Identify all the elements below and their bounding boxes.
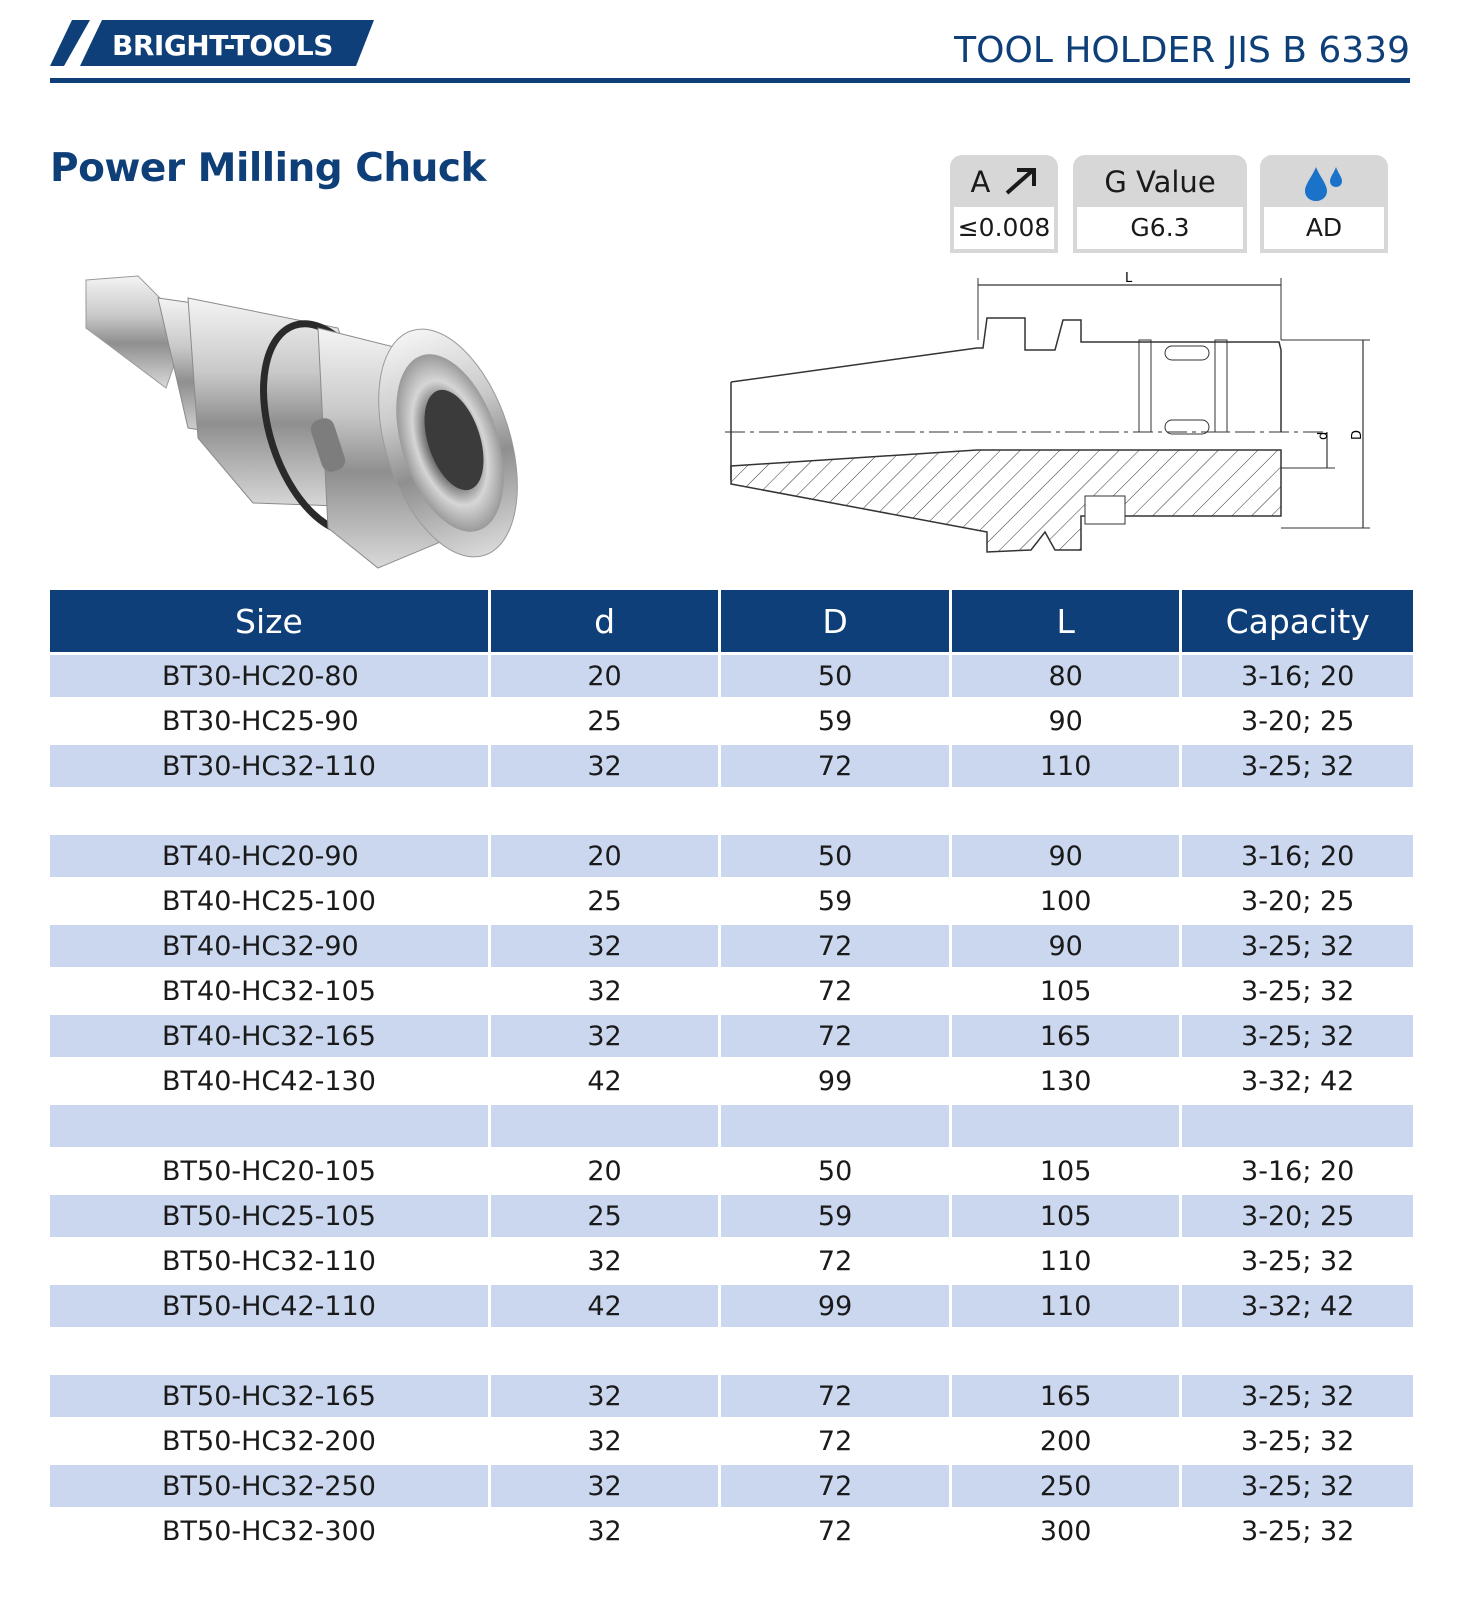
balance-value: G6.3 [1077, 207, 1243, 249]
cell-bore: 32 [491, 1372, 722, 1417]
cell-diameter: 72 [721, 742, 952, 787]
cell-bore: 32 [491, 1012, 722, 1057]
table-row [50, 1237, 1413, 1282]
table-row [50, 1417, 1413, 1462]
cell-length: 105 [952, 967, 1183, 1012]
table-body [50, 652, 1413, 1552]
table-row [50, 652, 1413, 697]
cell-diameter: 72 [721, 1462, 952, 1507]
technical-drawing [725, 270, 1415, 570]
cell-diameter: 99 [721, 1057, 952, 1102]
runout-label: A [970, 165, 991, 199]
product-title: Power Milling Chuck [50, 146, 486, 191]
cell-bore: 32 [491, 1462, 722, 1507]
cell-capacity: 3-16; 20 [1182, 652, 1413, 697]
cell-bore: 20 [491, 1147, 722, 1192]
cell-bore: 32 [491, 742, 722, 787]
balance-spec [1073, 155, 1247, 253]
cell-length: 165 [952, 1372, 1183, 1417]
cell-length: 90 [952, 922, 1183, 967]
cell-length: 105 [952, 1192, 1183, 1237]
cell-bore: 32 [491, 1507, 722, 1552]
cell-capacity: 3-20; 25 [1182, 697, 1413, 742]
cell-diameter: 59 [721, 877, 952, 922]
cell-capacity [1182, 1327, 1413, 1372]
cell-length: 165 [952, 1012, 1183, 1057]
cell-length: 250 [952, 1462, 1183, 1507]
cell-capacity: 3-25; 32 [1182, 1372, 1413, 1417]
product-photo [78, 268, 523, 583]
table-header-row [50, 590, 1413, 652]
cell-bore: 32 [491, 1237, 722, 1282]
cell-diameter: 50 [721, 652, 952, 697]
header-divider [50, 78, 1410, 83]
cell-capacity [1182, 787, 1413, 832]
cell-diameter: 72 [721, 1372, 952, 1417]
table-row [50, 1192, 1413, 1237]
cell-size: BT30-HC25-90 [50, 697, 491, 742]
cell-capacity: 3-25; 32 [1182, 967, 1413, 1012]
cell-diameter [721, 1327, 952, 1372]
cell-length: 110 [952, 742, 1183, 787]
cell-diameter: 72 [721, 1417, 952, 1462]
cell-length: 90 [952, 697, 1183, 742]
cell-size: BT40-HC32-105 [50, 967, 491, 1012]
column-header-capacity: Capacity [1182, 590, 1413, 652]
cell-capacity: 3-32; 42 [1182, 1282, 1413, 1327]
cell-bore: 32 [491, 922, 722, 967]
table-row [50, 697, 1413, 742]
table-row [50, 877, 1413, 922]
cell-bore: 32 [491, 967, 722, 1012]
cell-length: 105 [952, 1147, 1183, 1192]
cell-size: BT30-HC20-80 [50, 652, 491, 697]
spec-table [50, 590, 1413, 1552]
coolant-drops-icon [1302, 165, 1346, 203]
cell-bore: 25 [491, 697, 722, 742]
cell-size: BT40-HC32-90 [50, 922, 491, 967]
cell-diameter: 59 [721, 1192, 952, 1237]
cell-size: BT50-HC32-200 [50, 1417, 491, 1462]
balance-label: G Value [1104, 165, 1216, 199]
cell-capacity: 3-25; 32 [1182, 742, 1413, 787]
cell-size: BT40-HC42-130 [50, 1057, 491, 1102]
cell-bore: 25 [491, 877, 722, 922]
cell-bore [491, 1327, 722, 1372]
cell-diameter: 72 [721, 1237, 952, 1282]
table-row [50, 742, 1413, 787]
cell-diameter [721, 787, 952, 832]
cell-size [50, 1327, 491, 1372]
cell-capacity: 3-16; 20 [1182, 1147, 1413, 1192]
cell-length: 300 [952, 1507, 1183, 1552]
table-row [50, 1327, 1413, 1372]
cell-capacity: 3-25; 32 [1182, 1462, 1413, 1507]
cell-capacity: 3-25; 32 [1182, 1417, 1413, 1462]
cell-diameter: 50 [721, 1147, 952, 1192]
cell-size [50, 1102, 491, 1147]
cell-size: BT50-HC32-300 [50, 1507, 491, 1552]
coolant-spec-head [1260, 165, 1388, 210]
cell-size [50, 787, 491, 832]
cell-bore: 32 [491, 1417, 722, 1462]
cell-capacity: 3-20; 25 [1182, 1192, 1413, 1237]
cell-length: 110 [952, 1237, 1183, 1282]
cell-diameter: 99 [721, 1282, 952, 1327]
cell-capacity: 3-32; 42 [1182, 1057, 1413, 1102]
cell-diameter: 72 [721, 922, 952, 967]
cell-size: BT50-HC25-105 [50, 1192, 491, 1237]
cell-capacity: 3-25; 32 [1182, 922, 1413, 967]
cell-length [952, 1102, 1183, 1147]
cell-bore: 42 [491, 1282, 722, 1327]
runout-arrow-icon [1004, 167, 1038, 195]
cell-capacity: 3-20; 25 [1182, 877, 1413, 922]
cell-size: BT50-HC32-250 [50, 1462, 491, 1507]
cell-length: 100 [952, 877, 1183, 922]
cell-size: BT50-HC32-165 [50, 1372, 491, 1417]
cell-size: BT40-HC32-165 [50, 1012, 491, 1057]
table-row [50, 1507, 1413, 1552]
cell-bore: 20 [491, 652, 722, 697]
cell-diameter: 72 [721, 1507, 952, 1552]
cell-bore: 25 [491, 1192, 722, 1237]
cell-bore: 42 [491, 1057, 722, 1102]
cell-bore [491, 787, 722, 832]
table-row [50, 1102, 1413, 1147]
table-row [50, 1282, 1413, 1327]
dim-L-label: L [1125, 271, 1133, 286]
cell-size: BT50-HC32-110 [50, 1237, 491, 1282]
cell-length: 80 [952, 652, 1183, 697]
table-row [50, 922, 1413, 967]
cell-length [952, 1327, 1183, 1372]
cell-capacity [1182, 1102, 1413, 1147]
runout-value: ≤0.008 [954, 207, 1054, 249]
cell-size: BT40-HC20-90 [50, 832, 491, 877]
dim-d-label: d [1316, 431, 1331, 440]
runout-spec [950, 155, 1058, 253]
runout-spec-head [950, 165, 1058, 199]
cell-length: 200 [952, 1417, 1183, 1462]
table-row [50, 787, 1413, 832]
cell-bore [491, 1102, 722, 1147]
cell-capacity: 3-25; 32 [1182, 1237, 1413, 1282]
column-header-bore: d [491, 590, 722, 652]
cell-diameter: 72 [721, 1012, 952, 1057]
cell-bore: 20 [491, 832, 722, 877]
table-row [50, 1372, 1413, 1417]
table-row [50, 1012, 1413, 1057]
table-row [50, 1147, 1413, 1192]
cell-capacity: 3-25; 32 [1182, 1507, 1413, 1552]
coolant-value: AD [1264, 207, 1384, 249]
table-row [50, 832, 1413, 877]
column-header-diameter: D [721, 590, 952, 652]
cell-capacity: 3-25; 32 [1182, 1012, 1413, 1057]
cell-length: 110 [952, 1282, 1183, 1327]
column-header-size: Size [50, 590, 491, 652]
table-row [50, 1057, 1413, 1102]
coolant-spec [1260, 155, 1388, 253]
table-row [50, 1462, 1413, 1507]
cell-size: BT30-HC32-110 [50, 742, 491, 787]
column-header-length: L [952, 590, 1183, 652]
cell-diameter: 72 [721, 967, 952, 1012]
cell-diameter: 59 [721, 697, 952, 742]
table-row [50, 967, 1413, 1012]
dim-D-label: D [1350, 429, 1365, 440]
document-title: TOOL HOLDER JIS B 6339 [954, 30, 1410, 71]
cell-diameter [721, 1102, 952, 1147]
cell-length: 130 [952, 1057, 1183, 1102]
cell-size: BT40-HC25-100 [50, 877, 491, 922]
cell-length: 90 [952, 832, 1183, 877]
cell-capacity: 3-16; 20 [1182, 832, 1413, 877]
cell-size: BT50-HC42-110 [50, 1282, 491, 1327]
cell-length [952, 787, 1183, 832]
cell-diameter: 50 [721, 832, 952, 877]
cell-size: BT50-HC20-105 [50, 1147, 491, 1192]
brand-name: BRIGHT-TOOLS [112, 29, 333, 62]
